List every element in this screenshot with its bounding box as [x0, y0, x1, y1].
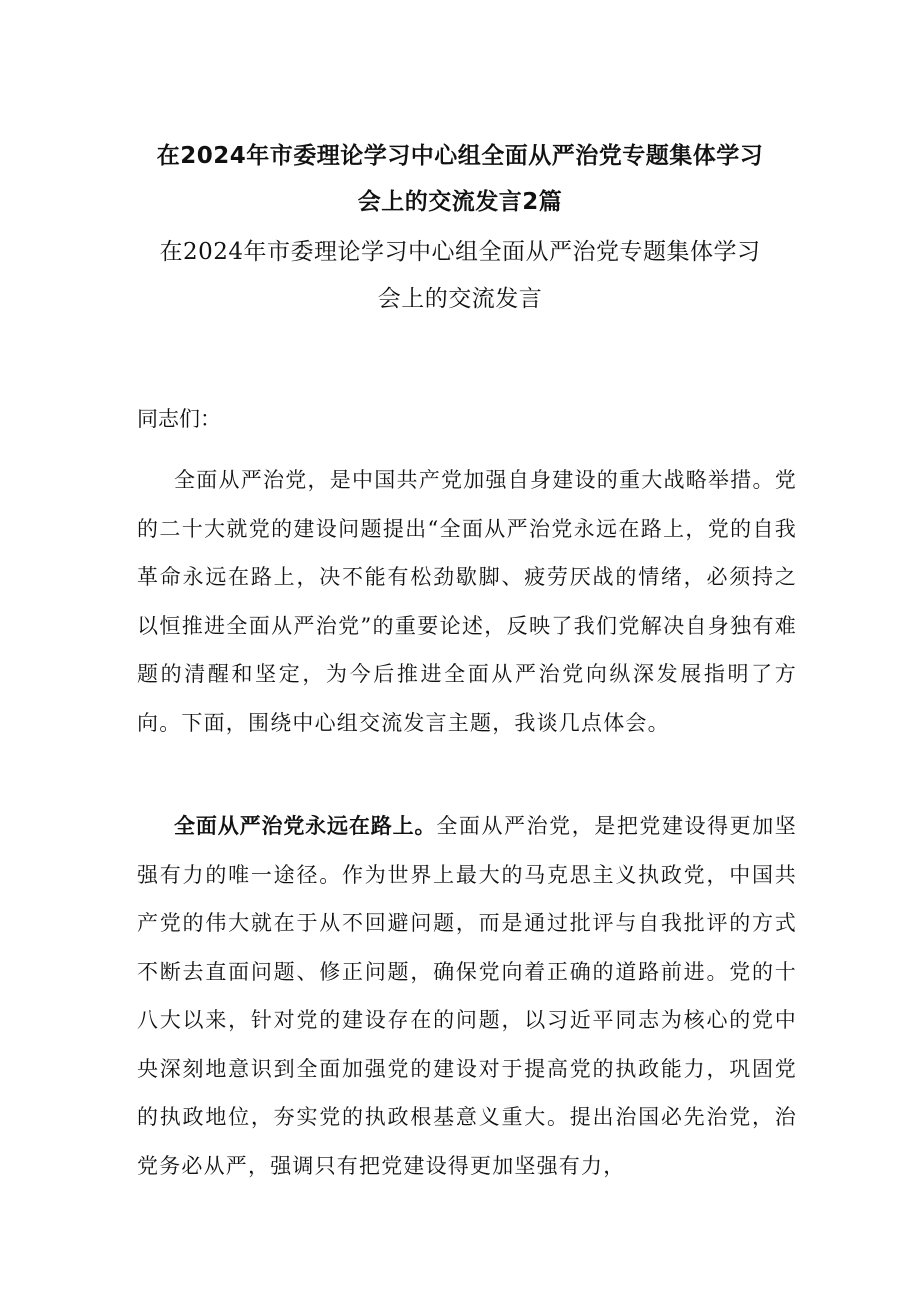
paragraph-1: 全面从严治党，是中国共产党加强自身建设的重大战略举措。党的二十大就党的建设问题提出“全面从严治党永远在路上，党的自我革命永远在路上，决不能有松劲歇脚、疲劳厌战的情绪，必须持之以恒推进全面从严治党”的重要论述，反映了我们党解决自身独有难题的清醒和坚定，为今后推进全面从严治党向纵深发展指明了方向。下面，围绕中心组交流发言主题，我谈几点体会。 — [137, 468, 797, 735]
sub-title-line-1: 在2024年市委理论学习中心组全面从严治党专题集体学习 — [159, 239, 761, 265]
paragraph-2-body: 全面从严治党，是把党建设得更加坚强有力的唯一途径。作为世界上最大的马克思主义执政党，中国共产党的伟大就在于从不回避问题，而是通过批评与自我批评的方式不断去直面问题、修正问题，确保党向着正确的道路前进。党的十八大以来，针对党的建设存在的问题，以习近平同志为核心的党中央深刻地意识到全面加强党的建设对于提高党的执政能力，巩固党的执政地位，夯实党的执政根基意义重大。提出治国必先治党，治党务必从严，强调只有把党建设得更加坚强有力， — [137, 814, 798, 1178]
paragraph-2-lead: 全面从严治党永远在路上。 — [174, 814, 437, 838]
sub-title-line-2: 会上的交流发言 — [377, 286, 543, 312]
paragraph-2 — [137, 802, 797, 1190]
main-title-line-1: 在2024年市委理论学习中心组全面从严治党专题集体学习 — [156, 143, 764, 169]
salutation: 同志们： — [137, 407, 221, 431]
main-title-line-2: 会上的交流发言2篇 — [357, 189, 563, 215]
